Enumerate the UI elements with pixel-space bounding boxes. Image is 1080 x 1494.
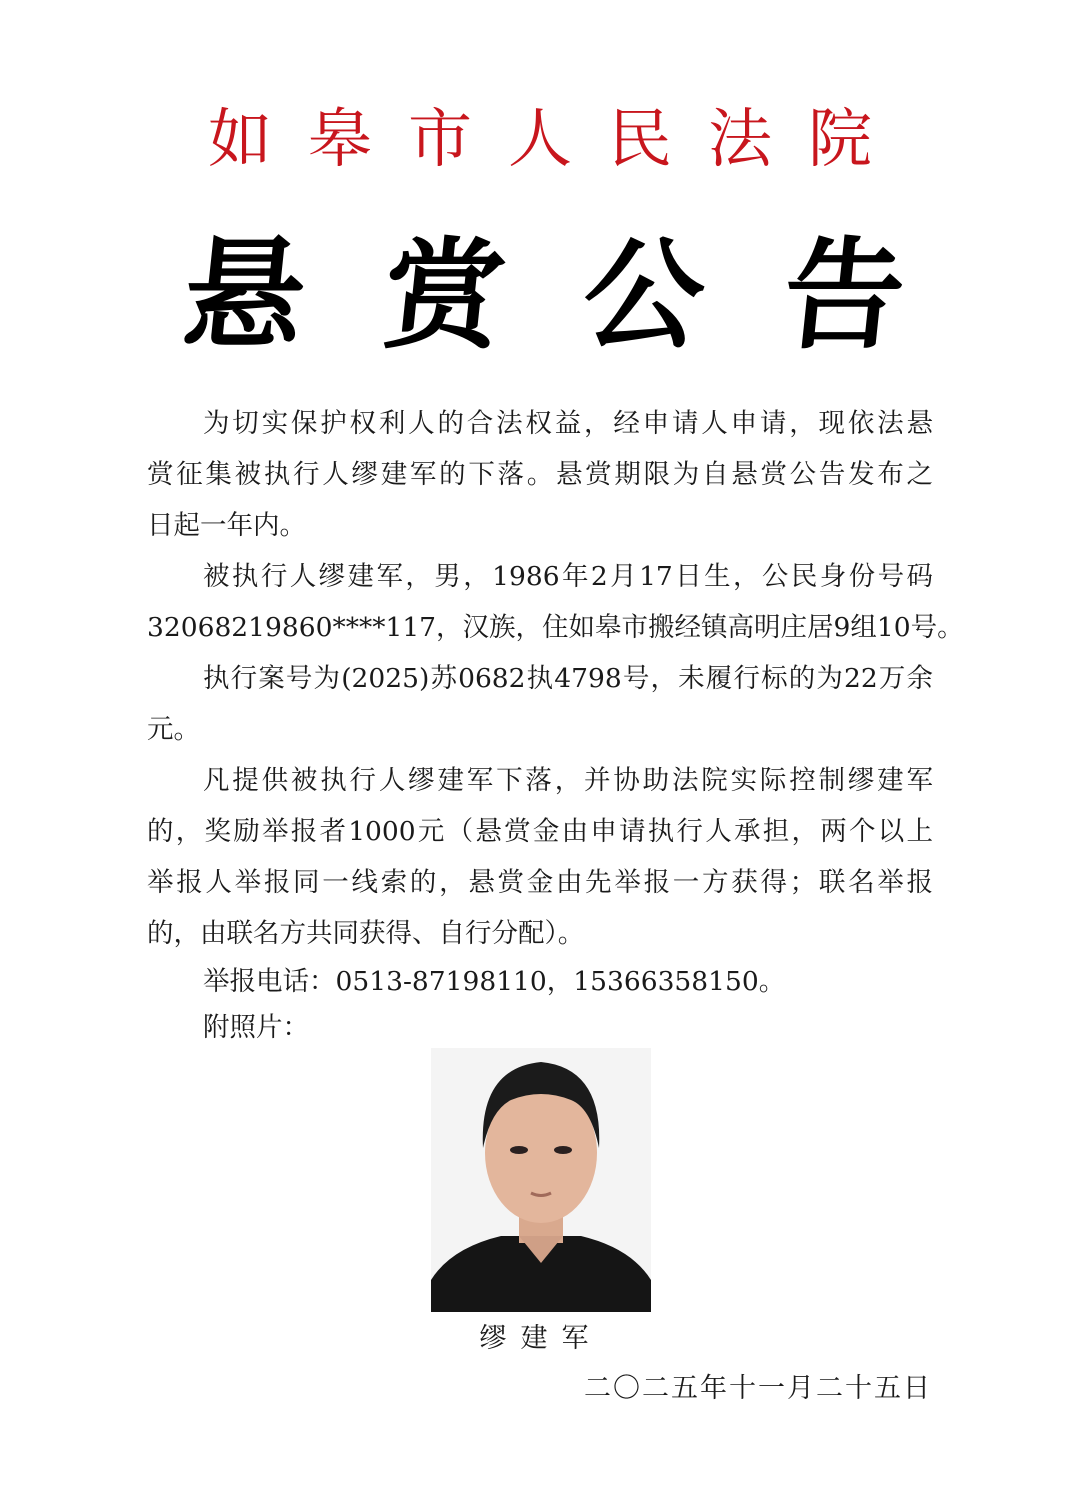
title-char: 告 bbox=[776, 225, 912, 366]
text-line: 为切实保护权利人的合法权益，经申请人申请，现依法悬 bbox=[203, 408, 933, 439]
suspect-photo bbox=[431, 1048, 651, 1312]
notice-date: 二〇二五年十一月二十五日 bbox=[584, 1373, 932, 1404]
paragraph-subject bbox=[147, 551, 964, 653]
text-line: 日起一年内。 bbox=[147, 510, 306, 541]
notice-body bbox=[147, 398, 964, 1051]
title-char: 公 bbox=[576, 225, 712, 366]
text-line: 被执行人缪建军，男，1986年2月17日生，公民身份号码 bbox=[203, 561, 933, 592]
text-line: 凡提供被执行人缪建军下落，并协助法院实际控制缪建军 bbox=[203, 765, 933, 796]
text-line: 的，奖励举报者1000元（悬赏金由申请执行人承担，两个以上 bbox=[147, 816, 933, 847]
photo-label: 附照片： bbox=[203, 1012, 309, 1043]
notice-title bbox=[176, 200, 912, 372]
text-line: 的，由联名方共同获得、自行分配）。 bbox=[147, 918, 585, 949]
paragraph-reward bbox=[147, 755, 933, 959]
text-line: 举报人举报同一线索的，悬赏金由先举报一方获得；联名举报 bbox=[147, 867, 933, 898]
text-line: 32068219860****117，汉族，住如皋市搬经镇高明庄居9组10号。 bbox=[147, 612, 964, 643]
paragraph-case bbox=[147, 653, 933, 755]
title-char: 悬 bbox=[176, 225, 312, 366]
text-line: 执行案号为(2025)苏0682执4798号，未履行标的为22万余 bbox=[203, 663, 933, 694]
phone-line: 举报电话：0513-87198110，15366358150。 bbox=[203, 966, 786, 997]
photo-caption: 缪建军 bbox=[479, 1323, 603, 1354]
text-line: 元。 bbox=[147, 714, 200, 745]
title-char: 赏 bbox=[376, 225, 512, 366]
paragraph-purpose bbox=[147, 398, 933, 551]
text-line: 赏征集被执行人缪建军的下落。悬赏期限为自悬赏公告发布之 bbox=[147, 459, 933, 490]
court-name: 如皋市人民法院 bbox=[208, 103, 908, 177]
